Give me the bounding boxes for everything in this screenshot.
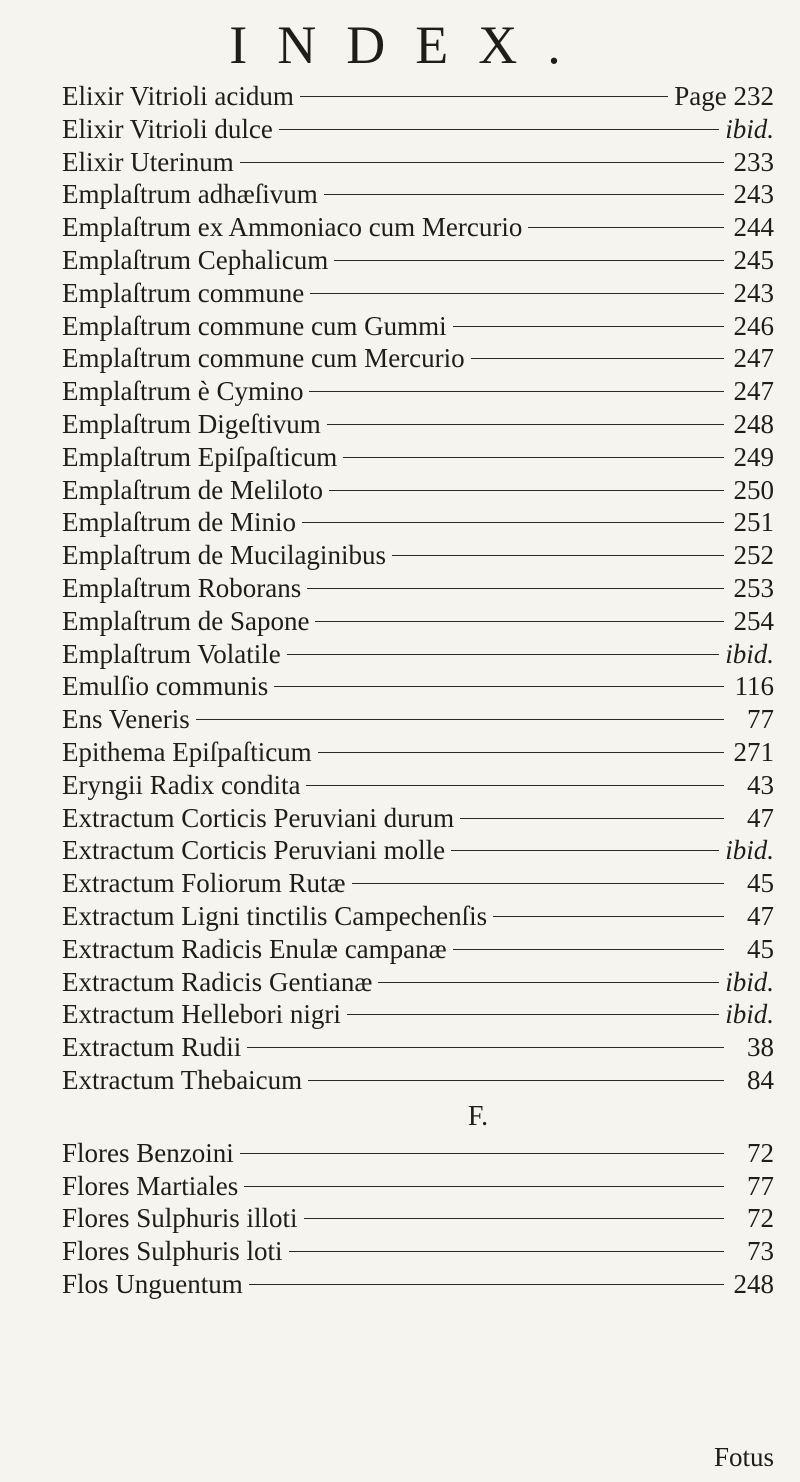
entry-page: 254 xyxy=(733,605,774,636)
index-entries xyxy=(62,80,774,1301)
index-entry xyxy=(62,736,774,769)
entry-page: 47 xyxy=(747,802,774,833)
leader-rule xyxy=(304,1218,724,1219)
leader-rule xyxy=(471,358,724,359)
leader-rule xyxy=(302,522,724,523)
index-entry xyxy=(62,966,774,999)
index-entry xyxy=(62,1268,774,1301)
entry-page: 248 xyxy=(733,408,774,439)
leader-rule xyxy=(308,1080,724,1081)
entry-label: Extractum Corticis Peruviani molle xyxy=(62,835,446,866)
index-entry xyxy=(62,474,774,507)
index-entry xyxy=(62,1235,774,1268)
index-entry xyxy=(62,670,774,703)
leader-rule xyxy=(451,850,719,851)
entry-page: 271 xyxy=(733,736,774,767)
entry-label: Emplaſtrum commune cum Gummi xyxy=(62,310,447,341)
entry-label: Emplaſtrum Digeſtivum xyxy=(62,408,321,439)
index-entry xyxy=(62,80,774,113)
entry-label: Emplaſtrum Volatile xyxy=(62,638,281,669)
entry-page: 45 xyxy=(747,868,774,899)
entry-label: Flores Sulphuris loti xyxy=(62,1236,283,1267)
entry-page: ibid. xyxy=(725,835,774,866)
entry-label: Extractum Rudii xyxy=(62,1032,242,1063)
section-heading-f: F. xyxy=(467,1100,489,1132)
leader-rule xyxy=(324,194,724,195)
entry-label: Emplaſtrum Roborans xyxy=(62,572,302,603)
leader-rule xyxy=(196,719,724,720)
leader-rule xyxy=(453,949,724,950)
entry-label: Flores Benzoini xyxy=(62,1137,234,1168)
index-entry xyxy=(62,506,774,539)
entry-label: Extractum Foliorum Rutæ xyxy=(62,868,346,899)
index-entry xyxy=(62,441,774,474)
entry-label: Elixir Vitrioli dulce xyxy=(62,113,273,144)
entry-page: 249 xyxy=(733,441,774,472)
entry-page: 247 xyxy=(733,343,774,374)
leader-rule xyxy=(453,326,724,327)
leader-rule xyxy=(352,883,725,884)
entry-label: Ens Veneris xyxy=(62,704,190,735)
index-entry xyxy=(62,802,774,835)
entry-page: 47 xyxy=(747,900,774,931)
entry-page: 84 xyxy=(747,1064,774,1095)
entry-page: 77 xyxy=(747,1170,774,1201)
entry-label: Flores Sulphuris illoti xyxy=(62,1203,298,1234)
leader-rule xyxy=(378,982,719,983)
leader-rule xyxy=(307,588,724,589)
leader-rule xyxy=(315,621,724,622)
entry-label: Extractum Hellebori nigri xyxy=(62,999,341,1030)
entry-page: 248 xyxy=(733,1268,774,1299)
entry-label: Emplaſtrum è Cymino xyxy=(62,376,304,407)
leader-rule xyxy=(493,916,724,917)
index-entry xyxy=(62,1202,774,1235)
leader-rule xyxy=(300,96,668,97)
entry-page: 244 xyxy=(733,212,774,243)
index-entry xyxy=(62,900,774,933)
leader-rule xyxy=(249,1284,724,1285)
leader-rule xyxy=(274,686,724,687)
index-entry xyxy=(62,375,774,408)
entry-page: ibid. xyxy=(725,638,774,669)
index-entry xyxy=(62,605,774,638)
entry-label: Emplaſtrum de Sapone xyxy=(62,605,310,636)
entry-label: Extractum Corticis Peruviani durum xyxy=(62,802,455,833)
entry-page: 77 xyxy=(747,704,774,735)
entry-label: Emplaſtrum Epiſpaſticum xyxy=(62,441,338,472)
leader-rule xyxy=(244,1186,724,1187)
entry-page: Page 232 xyxy=(674,81,774,111)
entry-page: ibid. xyxy=(725,999,774,1030)
entry-page: ibid. xyxy=(725,966,774,997)
index-entry xyxy=(62,146,774,179)
entry-label: Emplaſtrum Cephalicum xyxy=(62,244,329,275)
entry-page: 246 xyxy=(733,310,774,341)
entry-label: Emplaſtrum de Mucilaginibus xyxy=(62,540,386,571)
entries-e-list xyxy=(62,80,774,1097)
entry-label: Emplaſtrum ex Ammoniaco cum Mercurio xyxy=(62,212,523,243)
index-entry xyxy=(62,867,774,900)
index-entry xyxy=(62,1064,774,1097)
leader-rule xyxy=(343,457,724,458)
entry-page: 73 xyxy=(747,1236,774,1267)
leader-rule xyxy=(334,260,724,261)
entry-label: Emulſio communis xyxy=(62,671,269,702)
index-entry xyxy=(62,342,774,375)
entry-label: Emplaſtrum commune xyxy=(62,277,305,308)
index-entry xyxy=(62,211,774,244)
entry-label: Extractum Thebaicum xyxy=(62,1064,303,1095)
index-entry xyxy=(62,178,774,211)
entry-label: Elixir Uterinum xyxy=(62,146,234,177)
leader-rule xyxy=(287,654,720,655)
entry-label: Epithema Epiſpaſticum xyxy=(62,736,312,767)
entry-page: 251 xyxy=(733,507,774,538)
leader-rule xyxy=(309,391,724,392)
leader-rule xyxy=(327,424,724,425)
entry-label: Flores Martiales xyxy=(62,1170,239,1201)
entry-page: 45 xyxy=(747,933,774,964)
entry-page: 72 xyxy=(747,1137,774,1168)
entries-f-list xyxy=(62,1137,774,1301)
entry-label: Emplaſtrum adhæſivum xyxy=(62,179,318,210)
leader-rule xyxy=(310,293,724,294)
leader-rule xyxy=(329,490,724,491)
entry-label: Emplaſtrum de Minio xyxy=(62,507,296,538)
leader-rule xyxy=(460,818,724,819)
entry-label: Extractum Radicis Gentianæ xyxy=(62,966,373,997)
entry-page: 72 xyxy=(747,1203,774,1234)
index-entry xyxy=(62,703,774,736)
leader-rule xyxy=(240,162,724,163)
entry-page: 233 xyxy=(733,146,774,177)
entry-label: Elixir Vitrioli acidum xyxy=(62,81,294,111)
index-entry xyxy=(62,1137,774,1170)
leader-rule xyxy=(306,785,724,786)
index-entry xyxy=(62,310,774,343)
index-entry xyxy=(62,408,774,441)
entry-label: Extractum Ligni tinctilis Campechenſis xyxy=(62,900,488,931)
entry-page: 243 xyxy=(733,277,774,308)
entry-page: ibid. xyxy=(725,113,774,144)
leader-rule xyxy=(247,1047,724,1048)
entry-page: 253 xyxy=(733,572,774,603)
entry-page: 243 xyxy=(733,179,774,210)
entry-page: 43 xyxy=(747,769,774,800)
index-entry xyxy=(62,539,774,572)
index-entry xyxy=(62,277,774,310)
index-title: INDEX. xyxy=(229,15,591,75)
leader-rule xyxy=(240,1153,724,1154)
index-entry xyxy=(62,1170,774,1203)
entry-label: Flos Unguentum xyxy=(62,1268,243,1299)
leader-rule xyxy=(318,752,724,753)
leader-rule xyxy=(528,227,724,228)
entry-page: 250 xyxy=(733,474,774,505)
index-entry xyxy=(62,638,774,671)
entry-label: Emplaſtrum de Meliloto xyxy=(62,474,323,505)
index-entry xyxy=(62,933,774,966)
entry-page: 38 xyxy=(747,1032,774,1063)
entry-page: 252 xyxy=(733,540,774,571)
entry-page: 247 xyxy=(733,376,774,407)
index-entry xyxy=(62,998,774,1031)
index-entry xyxy=(62,113,774,146)
entry-label: Extractum Radicis Enulæ campanæ xyxy=(62,933,447,964)
index-entry xyxy=(62,1031,774,1064)
leader-rule xyxy=(279,129,719,130)
entry-page: 245 xyxy=(733,244,774,275)
entry-label: Emplaſtrum commune cum Mercurio xyxy=(62,343,465,374)
entry-page: 116 xyxy=(734,671,774,702)
index-entry xyxy=(62,769,774,802)
index-entry xyxy=(62,834,774,867)
leader-rule xyxy=(347,1014,719,1015)
index-entry xyxy=(62,244,774,277)
entry-label: Eryngii Radix condita xyxy=(62,769,301,800)
leader-rule xyxy=(392,555,724,556)
leader-rule xyxy=(289,1251,724,1252)
catchword: Fotus xyxy=(713,1442,774,1472)
index-entry xyxy=(62,572,774,605)
